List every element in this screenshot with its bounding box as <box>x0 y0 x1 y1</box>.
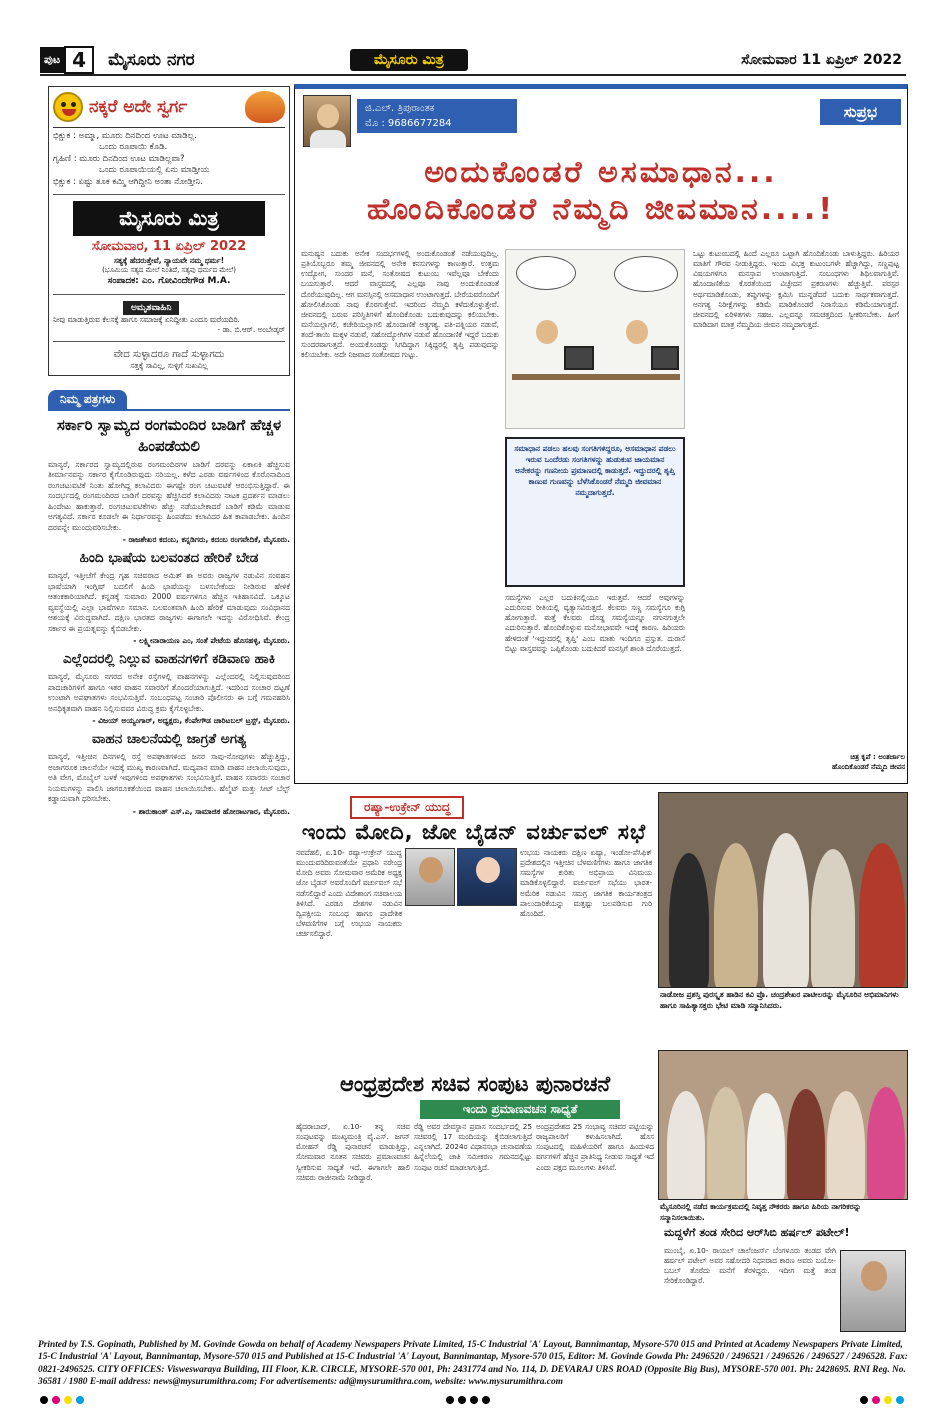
letter-title: ಸರ್ಕಾರಿ ಸ್ವಾಮ್ಯದ ರಂಗಮಂದಿರ ಬಾಡಿಗೆ ಹೆಚ್ಚಳ ಹಿಂಪಡೆಯಲಿ <box>56 416 282 455</box>
monitor-icon <box>564 346 594 370</box>
brand-logo: ಮೈಸೂರು ಮಿತ್ರ <box>350 49 468 71</box>
humor-title: ನಕ್ಕರೆ ಅದೇ ಸ್ವರ್ಗ <box>89 96 188 117</box>
registration-dot <box>64 1396 72 1404</box>
person-icon <box>536 320 558 344</box>
letter-title: ಎಲ್ಲೆಂದರಲ್ಲಿ ನಿಲ್ಲುವ ವಾಹನಗಳಿಗೆ ಕಡಿವಾಣ ಹಾಕಿ <box>62 651 276 668</box>
letter-signature: - ರಾಜಶೇಖರ ಕದಂಬ, ಕನ್ನಡಿಗರು, ಕದಂಬ ರಂಗವೇದಿಕೆ, ಮೈಸೂರು. <box>122 535 290 545</box>
war-column-1: ನವದೆಹಲಿ, ಏ.10- ರಷ್ಯಾ-ಉಕ್ರೇನ್ ಯುದ್ಧ ಮುಂದುವರಿದಿರುವಂತೆಯೇ ಪ್ರಧಾನಿ ನರೇಂದ್ರ ಮೋದಿ ಅವರು ಸೋಮವಾರ ಅಮೆರಿಕ ಅಧ್ಯಕ್ಷ ಜೋ ಬೈಡನ್ ಅವರೊಂದಿಗೆ ವರ್ಚುವಲ್ ಸಭೆ ನಡೆಸಲಿದ್ದಾರೆ ಎಂದು ವಿದೇಶಾಂಗ ಸಚಿವಾಲಯ ತಿಳಿಸಿದೆ. ಎರಡೂ ದೇಶಗಳ ನಡುವಿನ ದ್ವಿಪಕ್ಷೀಯ ಸಂಬಂಧ ಹಾಗೂ ಪ್ರಾದೇಶಿಕ ಬೆಳವಣಿಗೆಗಳ ಬಗ್ಗೆ ಉಭಯ ನಾಯಕರು ಚರ್ಚಿಸಲಿದ್ದಾರೆ. <box>296 848 402 939</box>
letter-body: ಮಾನ್ಯರೆ, ಮೈಸೂರು ನಗರದ ಅನೇಕ ರಸ್ತೆಗಳಲ್ಲಿ ವಾಹನಗಳನ್ನು ಎಲ್ಲೆಂದರಲ್ಲಿ ನಿಲ್ಲಿಸುವುದರಿಂದ ಪಾದಚಾರಿಗಳಿಗೆ ಹಾಗೂ ಇತರ ವಾಹನ ಸವಾರರಿಗೆ ತೊಂದರೆಯಾಗುತ್ತಿದೆ. ಇದರಿಂದ ಸಂಚಾರ ದಟ್ಟಣೆ ಉಂಟಾಗಿ ಅಪಘಾತಗಳು ಸಂಭವಿಸುತ್ತಿವೆ. ಸಂಬಂಧಪಟ್ಟ ಸಂಚಾರಿ ಪೊಲೀಸರು ಈ ಬಗ್ಗೆ ಗಮನಹರಿಸಿ ಅನಧಿಕೃತವಾಗಿ ವಾಹನ ನಿಲ್ಲಿಸುವವರ ವಿರುದ್ಧ ಕ್ರಮ ಕೈಗೊಳ್ಳಬೇಕು. <box>48 672 290 713</box>
article-illustration <box>505 249 685 429</box>
harshal-photo <box>840 1250 906 1332</box>
letter-body: ಮಾನ್ಯರೆ, ಸರ್ಕಾರದ ಸ್ವಾಮ್ಯದಲ್ಲಿರುವ ರಂಗಮಂದಿರಗಳ ಬಾಡಿಗೆ ದರವನ್ನು ಏಕಾಏಕಿ ಹೆಚ್ಚಿಸುವ ತೀರ್ಮಾನವನ್ನು ಸರ್ಕಾರ ಕೈಗೊಂಡಿರುವುದು ಸರಿಯಲ್ಲ. ಕಳೆದ ಎರಡು ವರ್ಷಗಳಿಂದ ಕೊರೊನಾದಿಂದ ರಂಗಚಟುವಟಿಕೆ ನಿಂತು ಹೋಗಿದ್ದ ಕಲಾವಿದರು ಈಗಷ್ಟೇ ರಂಗ ಚಟುವಟಿಕೆ ಆರಂಭಿಸುತ್ತಿದ್ದಾರೆ. ಈ ಸಂದರ್ಭದಲ್ಲಿ ರಂಗಮಂದಿರದ ಬಾಡಿಗೆ ದರವನ್ನು ಹೆಚ್ಚಿಸಿದರೆ ಕಲಾವಿದರು ನಾಟಕ ಪ್ರದರ್ಶನ ಮಾಡಲು ಹಿಂದೇಟು ಹಾಕುತ್ತಾರೆ. ರಂಗಚಟುವಟಿಕೆಗಳು ಹೆಚ್ಚು ನಡೆಯಬೇಕಾದರೆ ಬಾಡಿಗೆ ಕಡಿಮೆ ಮಾಡುವ ಅಗತ್ಯವಿದೆ. ಸರ್ಕಾರ ಕೂಡಲೇ ಈ ನಿರ್ಧಾರವನ್ನು ಹಿಂಪಡೆದು ಕಲಾವಿದರ ಹಿತ ಕಾಪಾಡಬೇಕು. ಹಿಂದಿನ ದರವನ್ನೇ ಮುಂದುವರಿಸಬೇಕು. <box>48 459 290 532</box>
page-number: 4 <box>64 46 94 74</box>
section-title: ಮೈಸೂರು ನಗರ <box>108 50 195 70</box>
amruta-text: ನೀವು ಮಾಡುತ್ತಿರುವ ಕೆಲಸಕ್ಕೆ ಹಾಗೂ ಸಮಾಜಕ್ಕೆ ಏನಿದ್ದೀತು ಎಂದೂ ಮರೆಯದಿರಿ. <box>53 314 240 324</box>
article-column-2: ಸಮಸ್ಯೆಗಳು ಎಲ್ಲರ ಬದುಕಿನಲ್ಲಿಯೂ ಇರುತ್ತವೆ. ಆದರೆ ಅವುಗಳನ್ನು ಎದುರಿಸುವ ರೀತಿಯಲ್ಲಿ ವ್ಯತ್ಯಾಸವಿರುತ್ತದೆ. ಕೆಲವರು ಸಣ್ಣ ಸಮಸ್ಯೆಗೂ ಕುಗ್ಗಿ ಹೋಗುತ್ತಾರೆ. ಮತ್ತೆ ಕೆಲವರು ದೊಡ್ಡ ಸಮಸ್ಯೆಯನ್ನೂ ನಗುನಗುತ್ತಲೇ ಎದುರಿಸುತ್ತಾರೆ. ಹೊಂದಿಕೊಳ್ಳುವ ಮನೋಭಾವವೇ ಇದಕ್ಕೆ ಕಾರಣ. ಹಿರಿಯರು ಹೇಳಿದಂತೆ 'ಇದ್ದುದರಲ್ಲಿ ತೃಪ್ತಿ' ಎಂಬ ಮಾತು ಇಂದಿಗೂ ಪ್ರಸ್ತುತ. ದುರಾಸೆ ಬಿಟ್ಟು ವಾಸ್ತವವನ್ನು ಒಪ್ಪಿಕೊಂಡು ಬದುಕಿದರೆ ಮನಸ್ಸಿಗೆ ಶಾಂತಿ ದೊರೆಯುತ್ತದೆ. <box>505 593 685 653</box>
issue-date: ಸೋಮವಾರ 11 ಏಪ್ರಿಲ್ 2022 <box>741 52 902 68</box>
andhra-column-2: ರೆಡ್ಡಿ ಅವರ ದೇವಸ್ಥಾನ ಪ್ರವಾಸ ಸಂದರ್ಭದಲ್ಲಿ 25 ಸಚಿವರಲ್ಲಿ 17 ಮಂದಿಯನ್ನು ಕೈಬಿಡಲಾಗುತ್ತಿದೆ ಎನ್ನಲಾಗಿದೆ. 2024ರ ವಿಧಾನಸಭಾ ಚುನಾವಣೆಯ ಹಿನ್ನೆಲೆಯಲ್ಲಿ ಜಾತಿ ಸಮೀಕರಣ ಗಮನದಲ್ಲಿಟ್ಟು ಸಂಪುಟ ರಚನೆ ಮಾಡಲಾಗುತ್ತಿದೆ. <box>414 1122 532 1172</box>
smiley-icon <box>53 92 83 122</box>
divider <box>53 341 285 342</box>
person-icon <box>827 1091 865 1200</box>
person-icon <box>763 833 809 988</box>
registration-dot <box>470 1396 478 1404</box>
registration-dot <box>458 1396 466 1404</box>
andhra-column-1: ಹೈದರಾಬಾದ್, ಏ.10- ತನ್ನ ಸಚಿವ ಸಂಪುಟವನ್ನು ಮುಖ್ಯಮಂತ್ರಿ ವೈ.ಎಸ್. ಜಗನ್ ಮೋಹನ್ ರೆಡ್ಡಿ ಪುನಾರಚನೆ ಮಾಡುತ್ತಿದ್ದು, ಸೋಮವಾರ ನೂತನ ಸಚಿವರು ಪ್ರಮಾಣವಚನ ಸ್ವೀಕರಿಸುವ ಸಾಧ್ಯತೆ ಇದೆ. ಈಗಾಗಲೇ ಹಾಲಿ ಸಚಿವರು ರಾಜೀನಾಮೆ ನೀಡಿದ್ದಾರೆ. <box>296 1122 410 1182</box>
footer-credit: ಚಿತ್ರ ಕೃಪೆ : ಅಂತರ್ಜಾಲ <box>850 753 905 761</box>
photo-1-caption: ನಾಡೋಜ ಪ್ರಶಸ್ತಿ ಪುರಸ್ಕೃತ ಹಾಡಿನ ಕವಿ ಪ್ರೊ. ಚಂದ್ರಶೇಖರ ಪಾಟೀಲರನ್ನು ಮೈಸೂರಿನ ಅಭಿಮಾನಿಗಳು ಹಾಗೂ ಸಾಹಿತ್ಯಾಸಕ್ತರು ಭೇಟಿ ಮಾಡಿ ಸನ್ಮಾನಿಸಿದರು. <box>660 990 899 1010</box>
clown-icon <box>245 91 285 123</box>
war-headline: ಇಂದು ಮೋದಿ, ಜೋ ಬೈಡನ್ ವರ್ಚುವಲ್ ಸಭೆ <box>301 820 647 844</box>
page-header <box>40 46 906 76</box>
page-label: ಪುಟ <box>40 47 64 73</box>
andhra-column-3: ಅಂದ್ರಪ್ರದೇಶದ 25 ಸಂಭಾವ್ಯ ಸಚಿವರ ಪಟ್ಟಿಯನ್ನು ರಾಜ್ಯಪಾಲರಿಗೆ ಕಳುಹಿಸಲಾಗಿದೆ. ಹೊಸ ಸಂಪುಟದಲ್ಲಿ ಮಹಿಳೆಯರಿಗೆ ಹಾಗೂ ಹಿಂದುಳಿದ ವರ್ಗಗಳಿಗೆ ಹೆಚ್ಚಿನ ಪ್ರಾತಿನಿಧ್ಯ ನೀಡುವ ಸಾಧ್ಯತೆ ಇದೆ ಎಂದು ಪಕ್ಷದ ಮೂಲಗಳು ತಿಳಿಸಿವೆ. <box>536 1122 654 1172</box>
imprint-line: Printed by T.S. Gopinath, Published by M. Govinde Gowda on behalf of Academy Newspapers Private Limited, 15-C Industrial 'A' Layout, Bannimantap, Mysore-570 015 and Printed at Academy Newspapers Private Limited, 15-C Industrial 'A' Layout, Bannimantap, Mysore-570 015 and Published at 15-C Industrial 'A' Layout, Bannimantap, Mysore-570 015, Editor: M. Govinde Gowda Ph: 2496520 / 2496521 / 2496526 / 2496527 / 2496528. Fax: 0821-2496525. CITY OFFICES: Visweswaraya Building, III Floor, K.R. CIRCLE, MYSORE-570 001, Ph: 2431774 and No. 114, D. DEVARAJ URS ROAD (Opposite Big Bus), MYSORE-570 001. Ph: 2428695. RNI Reg. No. 36581 / 1980 E-mail address: news@mysurumithra.com; For advertisements: ad@mysurumithra.com, website: www.mysurumithra.com <box>38 1340 908 1388</box>
humor-line: ಗೃಹಿಣಿ : ಮೂರು ದಿನದಿಂದ ಊಟ ಮಾಡಿಲ್ಲವಾ? <box>53 153 185 164</box>
letter-body: ಮಾನ್ಯರೆ, ಇತ್ತೀಚೆಗೆ ಕೇಂದ್ರ ಗೃಹ ಸಚಿವರಾದ ಅಮಿತ್ ಶಾ ಅವರು ರಾಜ್ಯಗಳ ನಡುವಿನ ಸಂವಹನ ಭಾಷೆಯಾಗಿ ಇಂಗ್ಲಿಷ್ ಬದಲಿಗೆ ಹಿಂದಿ ಭಾಷೆಯನ್ನು ಬಳಸಬೇಕೆಂದು ನೀಡಿರುವ ಹೇಳಿಕೆ ಆತಂಕಕಾರಿಯಾಗಿದೆ. ಕನ್ನಡಕ್ಕೆ ಸುಮಾರು 2000 ವರ್ಷಗಳಿಗೂ ಹೆಚ್ಚಿನ ಇತಿಹಾಸವಿದೆ. ಒಕ್ಕೂಟ ವ್ಯವಸ್ಥೆಯಲ್ಲಿ ಎಲ್ಲಾ ಭಾಷೆಗಳೂ ಸಮಾನ. ಬಲವಂತವಾಗಿ ಹಿಂದಿ ಹೇರಿಕೆ ಮಾಡುವುದು ಸಂವಿಧಾನದ ಆಶಯಕ್ಕೆ ವಿರುದ್ಧವಾಗಿದೆ. ದಕ್ಷಿಣ ಭಾರತದ ರಾಜ್ಯಗಳು ಈಗಾಗಲೇ ಇದನ್ನು ವಿರೋಧಿಸಿವೆ. ಕೇಂದ್ರ ಸರ್ಕಾರ ಈ ಪ್ರಯತ್ನವನ್ನು ಕೈಬಿಡಬೇಕು. <box>48 571 290 633</box>
registration-dot <box>76 1396 84 1404</box>
registration-dot <box>884 1396 892 1404</box>
war-column-2: ಉಭಯ ನಾಯಕರು ದಕ್ಷಿಣ ಏಷ್ಯಾ, ಇಂಡೋ-ಪೆಸಿಫಿಕ್ ಪ್ರದೇಶದಲ್ಲಿನ ಇತ್ತೀಚಿನ ಬೆಳವಣಿಗೆಗಳು ಹಾಗೂ ಜಾಗತಿಕ ಸಮಸ್ಯೆಗಳ ಕುರಿತು ಅಭಿಪ್ರಾಯ ವಿನಿಮಯ ಮಾಡಿಕೊಳ್ಳಲಿದ್ದಾರೆ. ವರ್ಚುವಲ್ ಸಭೆಯು ಭಾರತ-ಅಮೆರಿಕ ನಡುವಿನ ಸಮಗ್ರ ಜಾಗತಿಕ ಕಾರ್ಯತಂತ್ರದ ಪಾಲುದಾರಿಕೆಯನ್ನು ಮತ್ತಷ್ಟು ಬಲಪಡಿಸುವ ಗುರಿ ಹೊಂದಿದೆ. <box>520 848 652 918</box>
war-kicker: ರಷ್ಯಾ-ಉಕ್ರೇನ್ ಯುದ್ಧ <box>350 796 464 819</box>
photo-2-caption: ಮೈಸೂರಿನಲ್ಲಿ ನಡೆದ ಕಾರ್ಯಕ್ರಮದಲ್ಲಿ ನಿವೃತ್ತ ನೌಕರರು ಹಾಗೂ ಹಿರಿಯ ನಾಗರಿಕರನ್ನು ಸನ್ಮಾನಿಸಲಾಯಿತು. <box>660 1202 862 1222</box>
article-column-1: ಮನುಷ್ಯನ ಬದುಕು ಅನೇಕ ಸಂದರ್ಭಗಳಲ್ಲಿ ಅಂದುಕೊಂಡಂತೆ ನಡೆಯುವುದಿಲ್ಲ. ಪ್ರತಿಯೊಬ್ಬರೂ ತಮ್ಮ ಜೀವನದಲ್ಲಿ ಅನೇಕ ಕನಸುಗಳನ್ನು ಕಾಣುತ್ತಾರೆ. ಉತ್ತಮ ಉದ್ಯೋಗ, ಸುಂದರ ಮನೆ, ಸಂತೋಷದ ಕುಟುಂಬ ಇವೆಲ್ಲವೂ ಬೇಕೆಂದು ಬಯಸುತ್ತಾರೆ. ಆದರೆ ವಾಸ್ತವದಲ್ಲಿ ಎಲ್ಲವೂ ನಾವು ಅಂದುಕೊಂಡಂತೆ ದೊರೆಯುವುದಿಲ್ಲ. ಆಗ ಮನಸ್ಸಿನಲ್ಲಿ ಅಸಮಾಧಾನ ಉಂಟಾಗುತ್ತದೆ. ಬೇರೆಯವರೊಂದಿಗೆ ಹೋಲಿಸಿಕೊಂಡು ನಾವು ಕೊರಗುತ್ತೇವೆ. ಇದರಿಂದ ನೆಮ್ಮದಿ ಕಳೆದುಕೊಳ್ಳುತ್ತೇವೆ. ಜೀವನದಲ್ಲಿ ಬರುವ ಪರಿಸ್ಥಿತಿಗಳಿಗೆ ಹೊಂದಿಕೊಂಡು ಬದುಕುವುದನ್ನು ಕಲಿಯಬೇಕು. ಮನೆಯಲ್ಲಾಗಲಿ, ಕಚೇರಿಯಲ್ಲಾಗಲಿ ಹೊಂದಾಣಿಕೆ ಅತ್ಯಗತ್ಯ. ಪತಿ-ಪತ್ನಿಯರ ನಡುವೆ, ತಂದೆ-ತಾಯಿ ಮಕ್ಕಳ ನಡುವೆ, ಸಹೋದ್ಯೋಗಿಗಳ ನಡುವೆ ಹೊಂದಾಣಿಕೆ ಇದ್ದರೆ ಬದುಕು ಸುಂದರವಾಗುತ್ತದೆ. ಅಂದುಕೊಂಡದ್ದು ಸಿಗದಿದ್ದಾಗ ಸಿಕ್ಕಿದ್ದರಲ್ಲಿ ತೃಪ್ತಿ ಪಡುವುದನ್ನು ಕಲಿಯಬೇಕು. ಅದೇ ನಿಜವಾದ ಸಂತೋಷದ ಗುಟ್ಟು. <box>301 249 499 360</box>
article-column-3: ಒಟ್ಟು ಕುಟುಂಬದಲ್ಲಿ ಹಿಂದೆ ಎಲ್ಲರೂ ಒಟ್ಟಾಗಿ ಹೊಂದಿಕೊಂಡು ಬಾಳುತ್ತಿದ್ದರು. ಹಿರಿಯರ ಮಾತಿಗೆ ಗೌರವ ನೀಡುತ್ತಿದ್ದರು. ಇಂದು ವಿಭಕ್ತ ಕುಟುಂಬಗಳೇ ಹೆಚ್ಚಾಗಿದ್ದು, ಸಣ್ಣಪುಟ್ಟ ವಿಷಯಗಳಿಗೂ ಮನಸ್ತಾಪ ಉಂಟಾಗುತ್ತಿದೆ. ಸಂಬಂಧಗಳು ಶಿಥಿಲವಾಗುತ್ತಿವೆ. ಹೊಂದಾಣಿಕೆಯ ಕೊರತೆಯಿಂದ ವಿಚ್ಛೇದನ ಪ್ರಕರಣಗಳು ಹೆಚ್ಚುತ್ತಿವೆ. ಪರಸ್ಪರ ಅರ್ಥಮಾಡಿಕೊಂಡು, ತಪ್ಪುಗಳನ್ನು ಕ್ಷಮಿಸಿ ಮುನ್ನಡೆದರೆ ಬದುಕು ಸಾರ್ಥಕವಾಗುತ್ತದೆ. ಅನಗತ್ಯ ನಿರೀಕ್ಷೆಗಳನ್ನು ಕಡಿಮೆ ಮಾಡಿಕೊಂಡರೆ ನಿರಾಸೆಯೂ ಕಡಿಮೆಯಾಗುತ್ತದೆ. ಜೀವನದಲ್ಲಿ ಏರಿಳಿತಗಳು ಸಹಜ. ಎಲ್ಲವನ್ನೂ ಸಮಚಿತ್ತದಿಂದ ಸ್ವೀಕರಿಸಬೇಕು. ಹೀಗೆ ಮಾಡಿದಾಗ ಮಾತ್ರ ನೆಮ್ಮದಿಯ ಜೀವನ ನಮ್ಮದಾಗುತ್ತದೆ. <box>693 249 899 329</box>
harshal-body: ಮುಂಬೈ, ಏ.10- ರಾಯಲ್ ಚಾಲೆಂಜರ್ಸ್ ಬೆಂಗಳೂರು ತಂಡದ ವೇಗಿ ಹರ್ಷಲ್ ಪಟೇಲ್ ಅವರ ಸಹೋದರಿ ನಿಧನರಾದ ಕಾರಣ ಅವರು ಬಯೋ-ಬಬಲ್ ತೊರೆದು ಮನೆಗೆ ತೆರಳಿದ್ದರು. ಇದೀಗ ಮತ್ತೆ ತಂಡ ಸೇರಿಕೊಂಡಿದ್ದಾರೆ. <box>664 1246 836 1286</box>
registration-dot <box>40 1396 48 1404</box>
person-icon <box>626 320 648 344</box>
registration-dot <box>896 1396 904 1404</box>
left-column <box>48 86 290 817</box>
humor-line: ಭಿಕ್ಷುಕ : ಅಮ್ಮಾ, ಮೂರು ದಿನದಿಂದ ಊಟ ಮಾಡಿಲ್ಲ. <box>53 131 197 141</box>
article-pull-quote: ಸಮಾಧಾನ ಪಡಲು ಹಲವು ಸಂಗತಿಗಳಿದ್ದರೂ, ಅಸಮಾಧಾನ ಪಡಲು ಇರುವ ಒಂದೆರಡು ಸಂಗತಿಗಳನ್ನು ಹುಡುಕುವ ಜಾಯಮಾನ ಅನೇಕರನ್ನು ಗಣನೀಯ ಪ್ರಮಾಣದಲ್ಲಿ ಕಾಡುತ್ತದೆ. ಇದ್ದುದರಲ್ಲಿ ತೃಪ್ತಿ ಕಾಣುವ ಗುಣವನ್ನು ಬೆಳೆಸಿಕೊಂಡರೆ ನೆಮ್ಮದಿ ಜೀವಮಾನ ನಮ್ಮದಾಗುತ್ತದೆ. <box>505 437 685 587</box>
proverb-line-2: ಸತ್ತಕ್ಕೆ ಸಾವಿಲ್ಲ, ಸುಳ್ಳಿಗೆ ಸುಖವಿಲ್ಲ <box>130 361 208 371</box>
masthead-tagline: ಸತ್ಯಕ್ಕೆ ಹೆದರುತ್ತೇವೆ, ನ್ಯಾಯವೇ ನಮ್ಮ ಧರ್ಮ! <box>113 255 225 265</box>
person-icon <box>669 853 709 988</box>
registration-dot <box>482 1396 490 1404</box>
masthead-editor: ಸಂಪಾದಕ: ಎಂ. ಗೋವಿಂದೇಗೌಡ M.A. <box>107 276 231 287</box>
author-phone: ಮೊ : 9686677284 <box>365 118 452 129</box>
person-icon <box>859 843 905 988</box>
author-info <box>357 99 517 133</box>
registration-dot <box>860 1396 868 1404</box>
masthead-subtagline: (ಭೂಮಿಯ ಸತ್ಯದ ಮೇಲೆ ನಿಂತಿದೆ, ಸತ್ಯವು ಧರ್ಮದ ಮೇಲೆ) <box>102 266 236 275</box>
article-footer-credit <box>725 753 905 773</box>
amruta-author: - ಡಾ. ಬಿ.ಆರ್. ಅಂಬೇಡ್ಕರ್ <box>217 324 285 334</box>
humor-line: ಭಿಕ್ಷುಕ : ಏಷ್ಟು ತೂಕ ಕಮ್ಮಿ ಆಗಿದ್ದೀನಿ ಅಂತಾ ನೋಡ್ತೀನಿ. <box>53 176 204 187</box>
article-headline <box>295 155 907 228</box>
masthead-date: ಸೋಮವಾರ, 11 ಏಪ್ರಿಲ್ 2022 <box>91 239 247 255</box>
person-icon <box>787 1089 825 1200</box>
footer-credit-2: ಹೊಂದಿಕೊಂಡರೆ ನೆಮ್ಮದಿ ಜೀವನ <box>832 762 905 771</box>
thought-cloud-icon <box>614 256 678 292</box>
author-photo <box>303 95 351 147</box>
monitor-icon <box>651 346 679 370</box>
masthead: ಮೈಸೂರು ಮಿತ್ರ <box>73 201 265 236</box>
headline-line-1: ಅಂದುಕೊಂಡರೆ ಅಸಮಾಧಾನ... <box>424 155 778 190</box>
author-name: ಜಿ.ಎಲ್. ತ್ರಿಪುರಾಂತಕ <box>365 103 435 114</box>
person-icon <box>867 1087 905 1200</box>
registration-dot <box>872 1396 880 1404</box>
column-name: ಸುಪ್ರಭ <box>820 99 901 125</box>
feature-article <box>294 84 908 784</box>
person-icon <box>714 843 758 988</box>
event-photo-2 <box>658 1050 908 1200</box>
person-icon <box>667 1091 705 1200</box>
humor-line: ಒಂದು ರೂಪಾಯಿಯಲ್ಲಿ ಏನು ಮಾಡ್ತೀಯ <box>99 165 210 176</box>
registration-dot <box>446 1396 454 1404</box>
letter-signature: - ವಿಜಯ್ ಅಯ್ಯಂಗಾರ್, ಅಧ್ಯಕ್ಷರು, ಕೆಂಪೇಗೌಡ ಚಾರಿಟಬಲ್ ಟ್ರಸ್ಟ್, ಮೈಸೂರು. <box>92 716 290 726</box>
letter-body: ಮಾನ್ಯರೆ, ಇತ್ತೀಚಿನ ದಿನಗಳಲ್ಲಿ ರಸ್ತೆ ಅಪಘಾತಗಳಿಂದ ಜನರ ಸಾವು-ನೋವುಗಳು ಹೆಚ್ಚುತ್ತಿದ್ದು, ಅಜಾಗರೂಕ ಚಾಲನೆಯೇ ಇದಕ್ಕೆ ಮುಖ್ಯ ಕಾರಣವಾಗಿದೆ. ಮದ್ಯಪಾನ ಮಾಡಿ ವಾಹನ ಚಲಾಯಿಸುವುದು, ಅತಿ ವೇಗ, ಮೊಬೈಲ್ ಬಳಕೆ ಇವುಗಳಿಂದ ಅಪಘಾತಗಳು ಸಂಭವಿಸುತ್ತಿವೆ. ವಾಹನ ಸವಾರರು ಸಂಚಾರ ನಿಯಮಗಳನ್ನು ಪಾಲಿಸಿ ಜಾಗರೂಕತೆಯಿಂದ ವಾಹನ ಚಲಾಯಿಸಬೇಕು. ಹೆಲ್ಮೆಟ್ ಮತ್ತು ಸೀಟ್ ಬೆಲ್ಟ್ ಕಡ್ಡಾಯವಾಗಿ ಧರಿಸಬೇಕು. <box>48 752 290 804</box>
letter-signature: - ಶಾರುಕಾಂತ್ ಎಸ್.ಎ, ಸಾಮಾಜಿಕ ಹೋರಾಟಗಾರ, ಮೈಸೂರು. <box>132 806 290 816</box>
letters-section-label: ನಿಮ್ಮ ಪತ್ರಗಳು <box>48 390 127 409</box>
divider <box>53 294 285 295</box>
divider <box>53 194 285 195</box>
thought-cloud-icon <box>516 256 576 290</box>
letter-signature: - ಲಕ್ಷ್ಮೀನಾರಾಯಣ ಎಂ, ಸಂತೆ ಪೇಟೆಯ ಹೊಸಹಳ್ಳಿ, ಮೈಸೂರು. <box>133 636 290 646</box>
amruta-title: ಅಮೃತವಾಹಿನಿ <box>123 301 179 315</box>
proverb-line-1: ವೇದ ಸುಳ್ಳಾದರೂ ಗಾದೆ ಸುಳ್ಳಾಗದು <box>113 348 225 360</box>
letters-section <box>48 388 290 816</box>
headline-line-2: ಹೊಂದಿಕೊಂಡರೆ ನೆಮ್ಮದಿ ಜೀವಮಾನ....! <box>367 191 835 227</box>
humor-header <box>53 91 285 128</box>
desk-icon <box>512 374 680 380</box>
registration-dot <box>52 1396 60 1404</box>
harshal-headline: ಮದ್ದಳೆಗೆ ತಂಡ ಸೇರಿದ ಆರ್‌ಸಿಬಿ ಹರ್ಷಲ್ ಪಟೇಲ್! <box>664 1226 850 1239</box>
andhra-subheadline: ಇಂದು ಪ್ರಮಾಣವಚನ ಸಾಧ್ಯತೆ <box>420 1100 620 1119</box>
event-photo-1 <box>658 792 908 988</box>
person-icon <box>707 1087 745 1200</box>
letter-title: ವಾಹನ ಚಾಲನೆಯಲ್ಲಿ ಜಾಗ್ರತೆ ಅಗತ್ಯ <box>91 731 247 748</box>
biden-photo <box>457 848 517 906</box>
letter-title: ಹಿಂದಿ ಭಾಷೆಯ ಬಲವಂತದ ಹೇರಿಕೆ ಬೇಡ <box>79 550 259 567</box>
registration-marks <box>0 1396 945 1408</box>
humor-line: ಒಂದು ರೂಪಾಯಿ ಕೊಡಿ. <box>99 142 168 153</box>
humor-box <box>48 86 290 376</box>
andhra-headline: ಆಂಧ್ರಪ್ರದೇಶ ಸಚಿವ ಸಂಪುಟ ಪುನಾರಚನೆ <box>339 1072 611 1096</box>
modi-photo <box>405 848 455 906</box>
person-icon <box>747 1093 785 1200</box>
person-icon <box>811 849 855 988</box>
